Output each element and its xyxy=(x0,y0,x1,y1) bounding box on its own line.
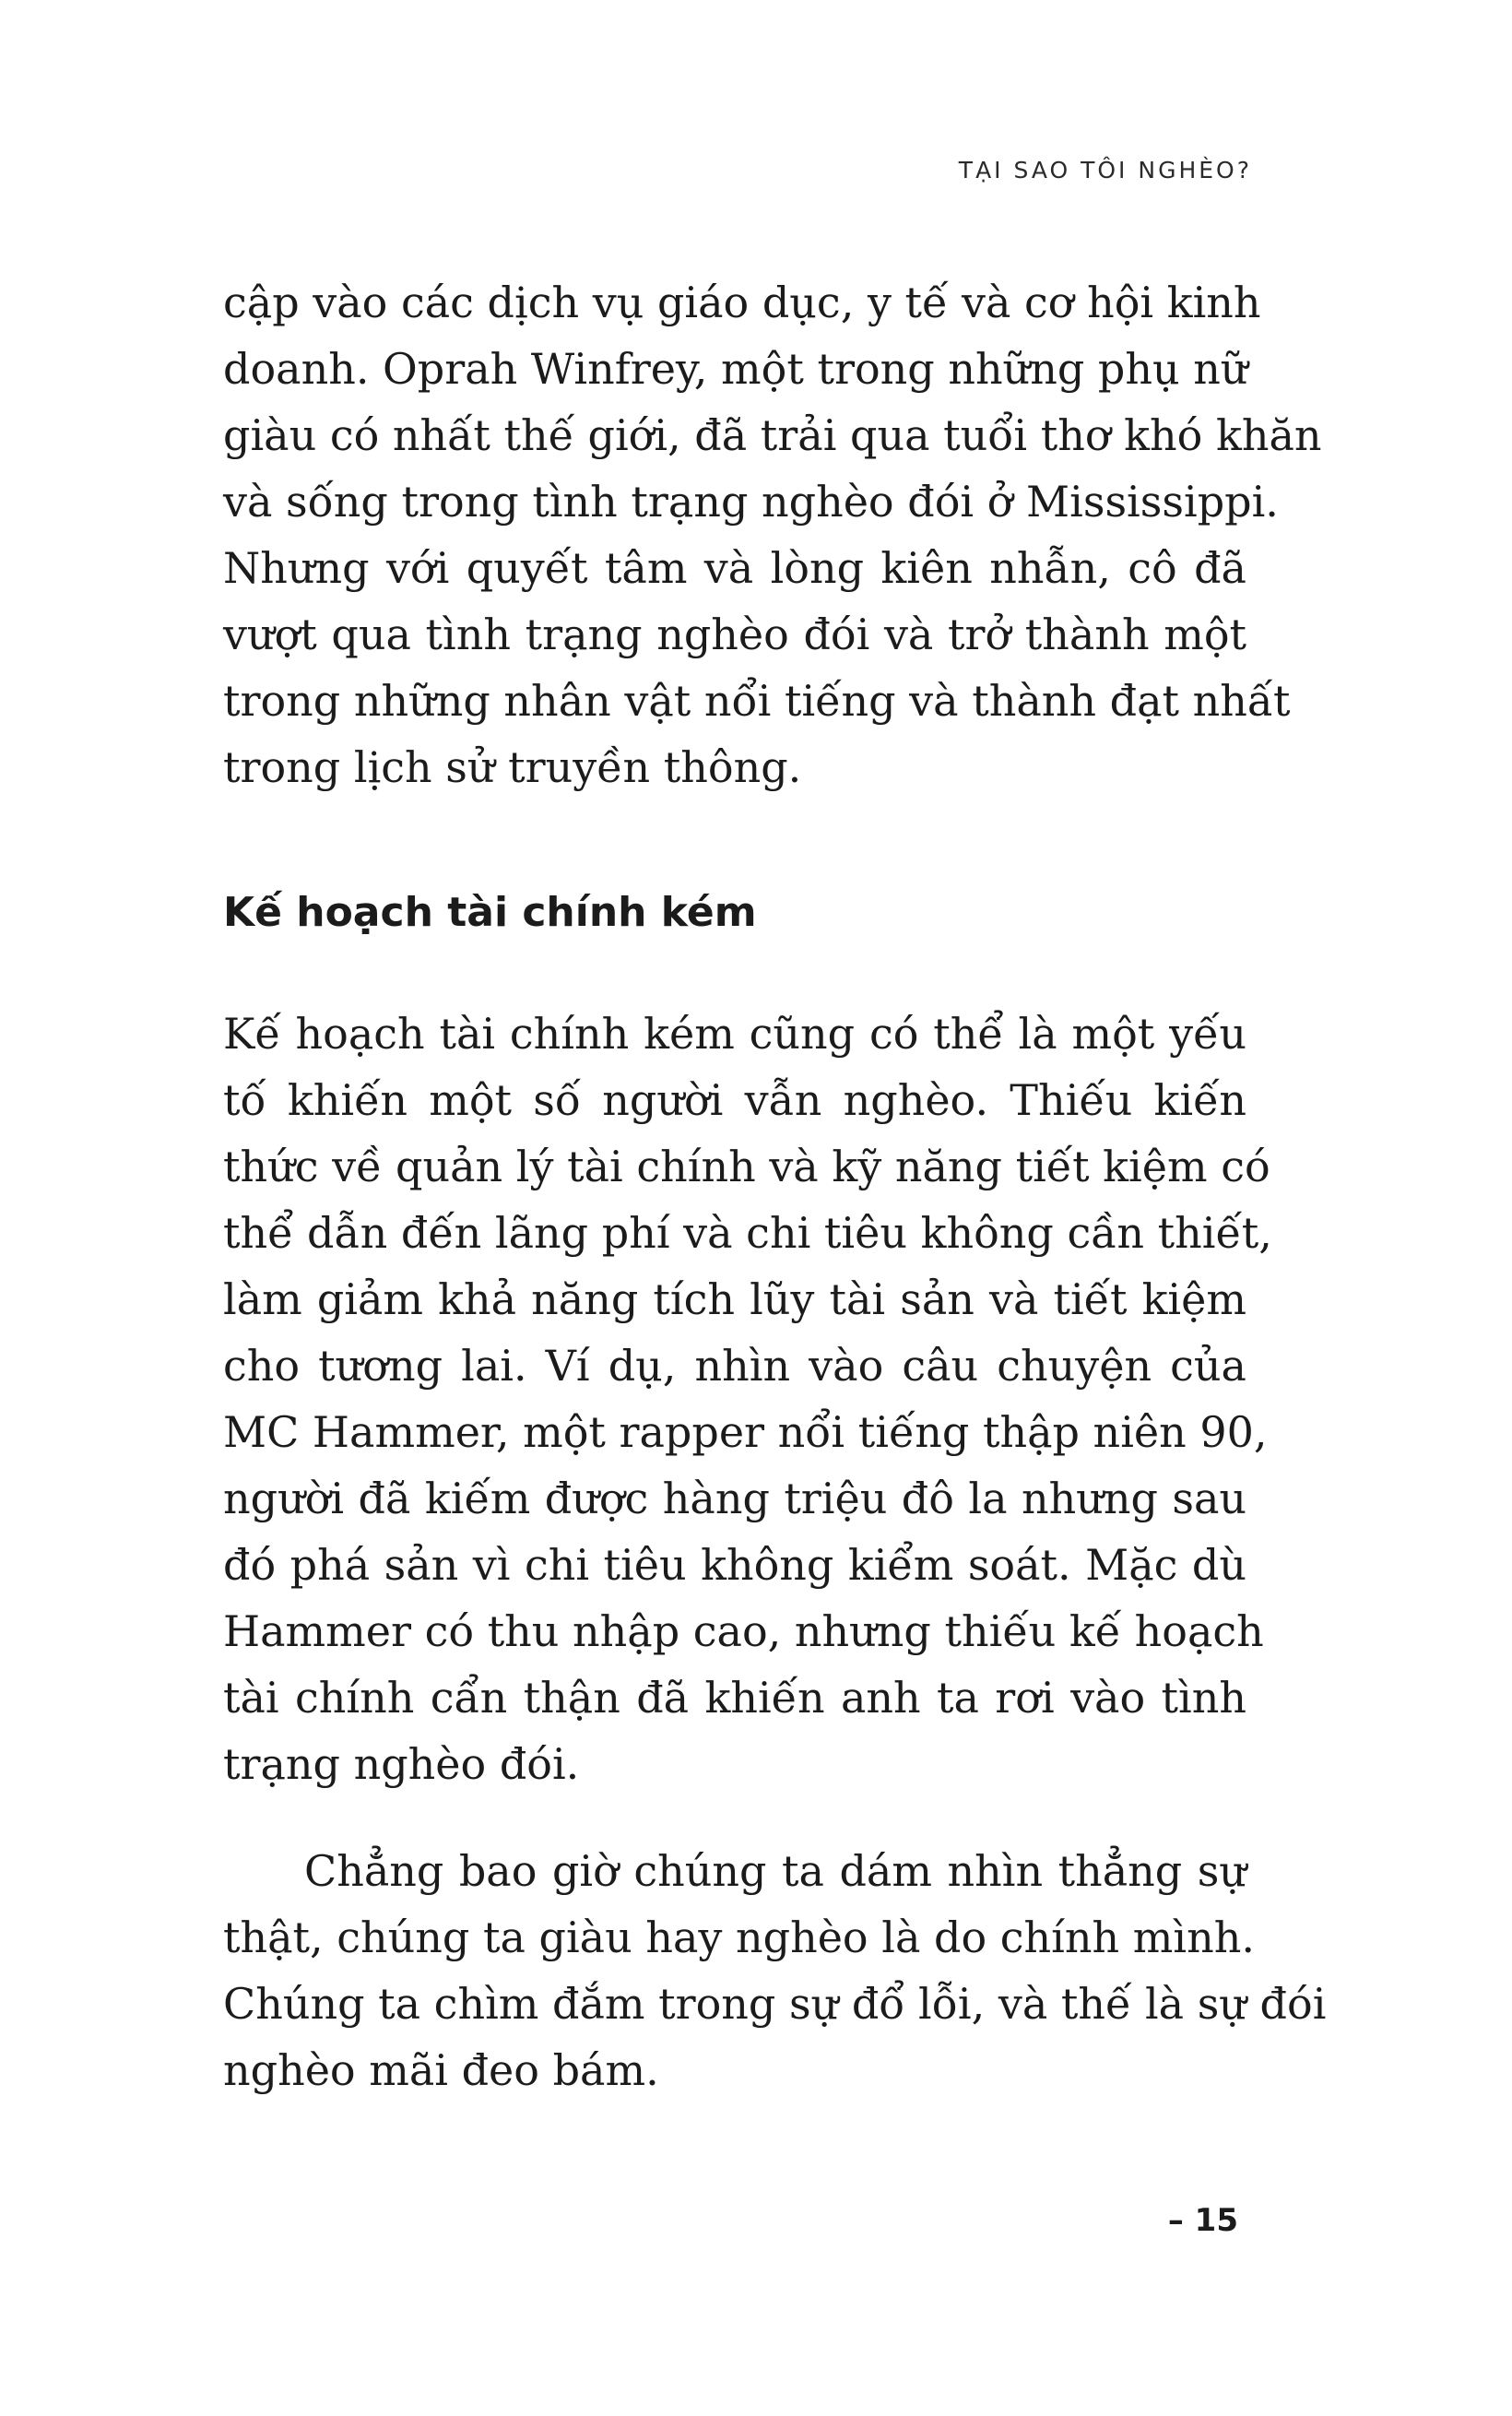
text-line: người đã kiếm được hàng triệu đô la nhưng sau xyxy=(223,1474,1246,1523)
text-line: tố khiến một số người vẫn nghèo. Thiếu kiến xyxy=(223,1075,1246,1125)
text-line: thức về quản lý tài chính và kỹ năng tiết kiệm có xyxy=(223,1142,1270,1191)
text-line: Nhưng với quyết tâm và lòng kiên nhẫn, cô đã xyxy=(223,543,1246,593)
text-line: MC Hammer, một rapper nổi tiếng thập niên 90, xyxy=(223,1407,1268,1457)
text-line: trong lịch sử truyền thông. xyxy=(223,742,802,792)
text-line: Kế hoạch tài chính kém cũng có thể là một yếu xyxy=(223,1009,1246,1059)
text-line: doanh. Oprah Winfrey, một trong những phụ nữ xyxy=(223,344,1248,394)
paragraph-2 xyxy=(223,1001,1272,1797)
text-line: trong những nhân vật nổi tiếng và thành đạt nhất xyxy=(223,676,1291,726)
text-line: Chúng ta chìm đắm trong sự đổ lỗi, và thế là sự đói xyxy=(223,1979,1327,2029)
text-line: cập vào các dịch vụ giáo dục, y tế và cơ hội kinh xyxy=(223,278,1261,327)
paragraph-3 xyxy=(223,1838,1327,2103)
paragraph-1 xyxy=(223,269,1322,800)
text-line: vượt qua tình trạng nghèo đói và trở thành một xyxy=(223,610,1246,659)
page-number: – 15 xyxy=(1167,2202,1238,2239)
text-line: thể dẫn đến lãng phí và chi tiêu không cần thiết, xyxy=(223,1208,1272,1258)
running-header: TẠI SAO TÔI NGHÈO? xyxy=(958,157,1252,184)
section-heading: Kế hoạch tài chính kém xyxy=(223,889,757,936)
text-line: nghèo mãi đeo bám. xyxy=(223,2045,659,2095)
text-line: cho tương lai. Ví dụ, nhìn vào câu chuyện của xyxy=(223,1341,1246,1391)
text-line: Chẳng bao giờ chúng ta dám nhìn thẳng sự xyxy=(304,1846,1246,1896)
text-line: giàu có nhất thế giới, đã trải qua tuổi thơ khó khăn xyxy=(223,410,1322,460)
text-line: làm giảm khả năng tích lũy tài sản và tiết kiệm xyxy=(223,1274,1246,1324)
text-line: Hammer có thu nhập cao, nhưng thiếu kế hoạch xyxy=(223,1606,1264,1656)
text-line: trạng nghèo đói. xyxy=(223,1739,580,1789)
text-line: đó phá sản vì chi tiêu không kiểm soát. Mặc dù xyxy=(223,1540,1246,1590)
text-line: tài chính cẩn thận đã khiến anh ta rơi vào tình xyxy=(223,1673,1246,1723)
text-line: thật, chúng ta giàu hay nghèo là do chính mình. xyxy=(223,1913,1255,1962)
text-line: và sống trong tình trạng nghèo đói ở Mississippi. xyxy=(223,477,1279,527)
